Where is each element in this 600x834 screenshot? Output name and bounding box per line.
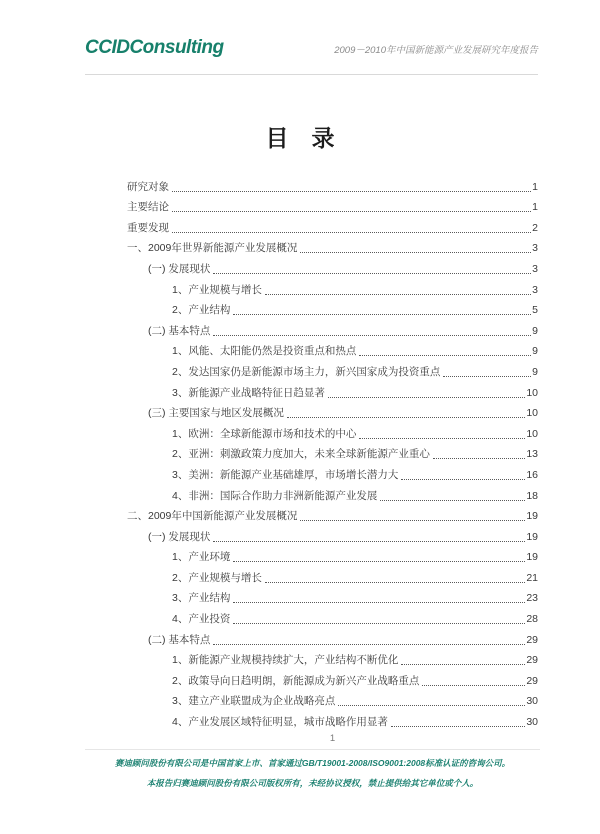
toc-entry-label: 1、欧洲：全球新能源市场和技术的中心 bbox=[172, 427, 357, 440]
toc-entry-label: 4、产业投资 bbox=[172, 613, 231, 626]
toc-leader-dots bbox=[172, 211, 531, 212]
toc-entry bbox=[127, 194, 538, 215]
toc-leader-dots bbox=[233, 561, 525, 562]
toc-entry bbox=[127, 667, 538, 688]
toc-entry bbox=[127, 379, 538, 400]
toc-entry-page: 1 bbox=[532, 201, 538, 214]
toc-leader-dots bbox=[172, 191, 531, 192]
toc-entry-label: 4、非洲：国际合作助力非洲新能源产业发展 bbox=[172, 489, 378, 502]
toc-entry-page: 29 bbox=[526, 674, 538, 687]
toc-entry-page: 21 bbox=[526, 571, 538, 584]
toc-entry-label: 研究对象 bbox=[127, 180, 169, 193]
toc-leader-dots bbox=[433, 458, 525, 459]
toc-entry-label: 主要结论 bbox=[127, 201, 169, 214]
toc-entry bbox=[127, 647, 538, 668]
toc-leader-dots bbox=[443, 376, 531, 377]
toc-entry-page: 19 bbox=[526, 510, 538, 523]
toc-entry-page: 3 bbox=[532, 262, 538, 275]
toc-entry-label: 重要发现 bbox=[127, 221, 169, 234]
toc-entry bbox=[127, 544, 538, 565]
toc-entry-label: (一) 发展现状 bbox=[148, 530, 211, 543]
toc-leader-dots bbox=[391, 726, 525, 727]
toc-entry bbox=[127, 503, 538, 524]
toc-entry bbox=[127, 235, 538, 256]
toc-entry bbox=[127, 482, 538, 503]
toc-entry-page: 9 bbox=[532, 365, 538, 378]
footer-certification-line: 赛迪顾问股份有限公司是中国首家上市、首家通过GB/T19001-2008/ISO9001:2008标准认证的咨询公司。 bbox=[114, 758, 511, 769]
toc-entry bbox=[127, 441, 538, 462]
toc-entry-label: 2、产业结构 bbox=[172, 304, 231, 317]
toc-entry bbox=[127, 585, 538, 606]
toc-entry-page: 30 bbox=[526, 695, 538, 708]
toc-leader-dots bbox=[213, 273, 531, 274]
toc-leader-dots bbox=[213, 541, 525, 542]
toc-entry bbox=[127, 338, 538, 359]
toc-entry-label: (二) 基本特点 bbox=[148, 633, 211, 646]
page-number: 1 bbox=[329, 733, 336, 745]
toc-entry-page: 29 bbox=[526, 654, 538, 667]
toc-leader-dots bbox=[401, 664, 525, 665]
toc-title: 目 录 bbox=[265, 125, 335, 151]
toc-entry-page: 3 bbox=[532, 242, 538, 255]
toc-entry bbox=[127, 688, 538, 709]
toc-entry-page: 10 bbox=[526, 407, 538, 420]
toc-entry-label: 2、产业规模与增长 bbox=[172, 571, 262, 584]
toc-entry bbox=[127, 605, 538, 626]
toc-entry-page: 28 bbox=[526, 613, 538, 626]
toc-entry-page: 19 bbox=[526, 530, 538, 543]
toc-entry bbox=[127, 564, 538, 585]
toc-entry bbox=[127, 317, 538, 338]
toc-entry-label: 3、产业结构 bbox=[172, 592, 231, 605]
toc-leader-dots bbox=[300, 252, 531, 253]
toc-entry bbox=[127, 400, 538, 421]
toc-entry-label: 1、产业规模与增长 bbox=[172, 283, 262, 296]
toc-entry-label: 3、美洲：新能源产业基础雄厚，市场增长潜力大 bbox=[172, 468, 399, 481]
report-title: 2009－2010年中国新能源产业发展研究年度报告 bbox=[334, 45, 538, 56]
toc-leader-dots bbox=[359, 438, 525, 439]
toc-leader-dots bbox=[265, 294, 531, 295]
toc-entry-page: 9 bbox=[532, 324, 538, 337]
toc-list bbox=[127, 173, 538, 729]
toc-leader-dots bbox=[213, 644, 525, 645]
toc-entry bbox=[127, 255, 538, 276]
toc-entry-page: 18 bbox=[526, 489, 538, 502]
toc-leader-dots bbox=[338, 705, 525, 706]
toc-entry-page: 30 bbox=[526, 716, 538, 729]
toc-leader-dots bbox=[172, 232, 531, 233]
toc-leader-dots bbox=[233, 602, 525, 603]
toc-entry bbox=[127, 461, 538, 482]
toc-entry-label: 二、2009年中国新能源产业发展概况 bbox=[127, 510, 298, 523]
toc-leader-dots bbox=[213, 335, 531, 336]
toc-entry-page: 5 bbox=[532, 304, 538, 317]
toc-entry bbox=[127, 358, 538, 379]
toc-entry-page: 1 bbox=[532, 180, 538, 193]
toc-entry-page: 13 bbox=[526, 448, 538, 461]
page-header bbox=[85, 0, 538, 75]
toc-entry-label: 3、建立产业联盟成为企业战略亮点 bbox=[172, 695, 336, 708]
ccid-consulting-logo: CCIDConsulting bbox=[85, 37, 224, 58]
toc-entry-label: 1、风能、太阳能仍然是投资重点和热点 bbox=[172, 345, 357, 358]
toc-leader-dots bbox=[233, 623, 525, 624]
toc-entry bbox=[127, 523, 538, 544]
toc-entry-page: 29 bbox=[526, 633, 538, 646]
toc-leader-dots bbox=[300, 520, 525, 521]
toc-entry-page: 19 bbox=[526, 551, 538, 564]
toc-leader-dots bbox=[380, 500, 525, 501]
toc-leader-dots bbox=[287, 417, 525, 418]
toc-leader-dots bbox=[328, 397, 525, 398]
toc-entry-page: 2 bbox=[532, 221, 538, 234]
toc-entry-label: 2、亚洲：刺激政策力度加大，未来全球新能源产业重心 bbox=[172, 448, 430, 461]
toc-entry-label: 一、2009年世界新能源产业发展概况 bbox=[127, 242, 298, 255]
toc-leader-dots bbox=[359, 355, 531, 356]
page-footer bbox=[85, 749, 540, 793]
toc-leader-dots bbox=[265, 582, 525, 583]
toc-entry-page: 16 bbox=[526, 468, 538, 481]
toc-entry-label: 1、产业环境 bbox=[172, 551, 231, 564]
toc-entry-label: 2、发达国家仍是新能源市场主力，新兴国家成为投资重点 bbox=[172, 365, 441, 378]
toc-entry-label: 2、政策导向日趋明朗，新能源成为新兴产业战略重点 bbox=[172, 674, 420, 687]
toc-entry-page: 3 bbox=[532, 283, 538, 296]
toc-entry bbox=[127, 708, 538, 729]
toc-entry-page: 10 bbox=[526, 386, 538, 399]
footer-copyright-line: 本报告归赛迪顾问股份有限公司版权所有，未经协议授权，禁止提供给其它单位或个人。 bbox=[146, 777, 479, 788]
toc-entry-label: (三) 主要国家与地区发展概况 bbox=[148, 407, 284, 420]
toc-entry-label: 4、产业发展区域特征明显，城市战略作用显著 bbox=[172, 716, 388, 729]
toc-entry bbox=[127, 297, 538, 318]
toc-entry-label: 1、新能源产业规模持续扩大，产业结构不断优化 bbox=[172, 654, 399, 667]
toc-entry-page: 10 bbox=[526, 427, 538, 440]
toc-entry-label: (二) 基本特点 bbox=[148, 324, 211, 337]
toc-leader-dots bbox=[401, 479, 525, 480]
toc-entry bbox=[127, 173, 538, 194]
toc-entry bbox=[127, 276, 538, 297]
toc-entry bbox=[127, 626, 538, 647]
toc-entry bbox=[127, 420, 538, 441]
toc-entry-label: (一) 发展现状 bbox=[148, 262, 211, 275]
toc-leader-dots bbox=[233, 314, 531, 315]
toc-leader-dots bbox=[422, 685, 525, 686]
toc-entry-label: 3、新能源产业战略特征日趋显著 bbox=[172, 386, 325, 399]
toc-entry-page: 23 bbox=[526, 592, 538, 605]
toc-entry bbox=[127, 214, 538, 235]
toc-entry-page: 9 bbox=[532, 345, 538, 358]
